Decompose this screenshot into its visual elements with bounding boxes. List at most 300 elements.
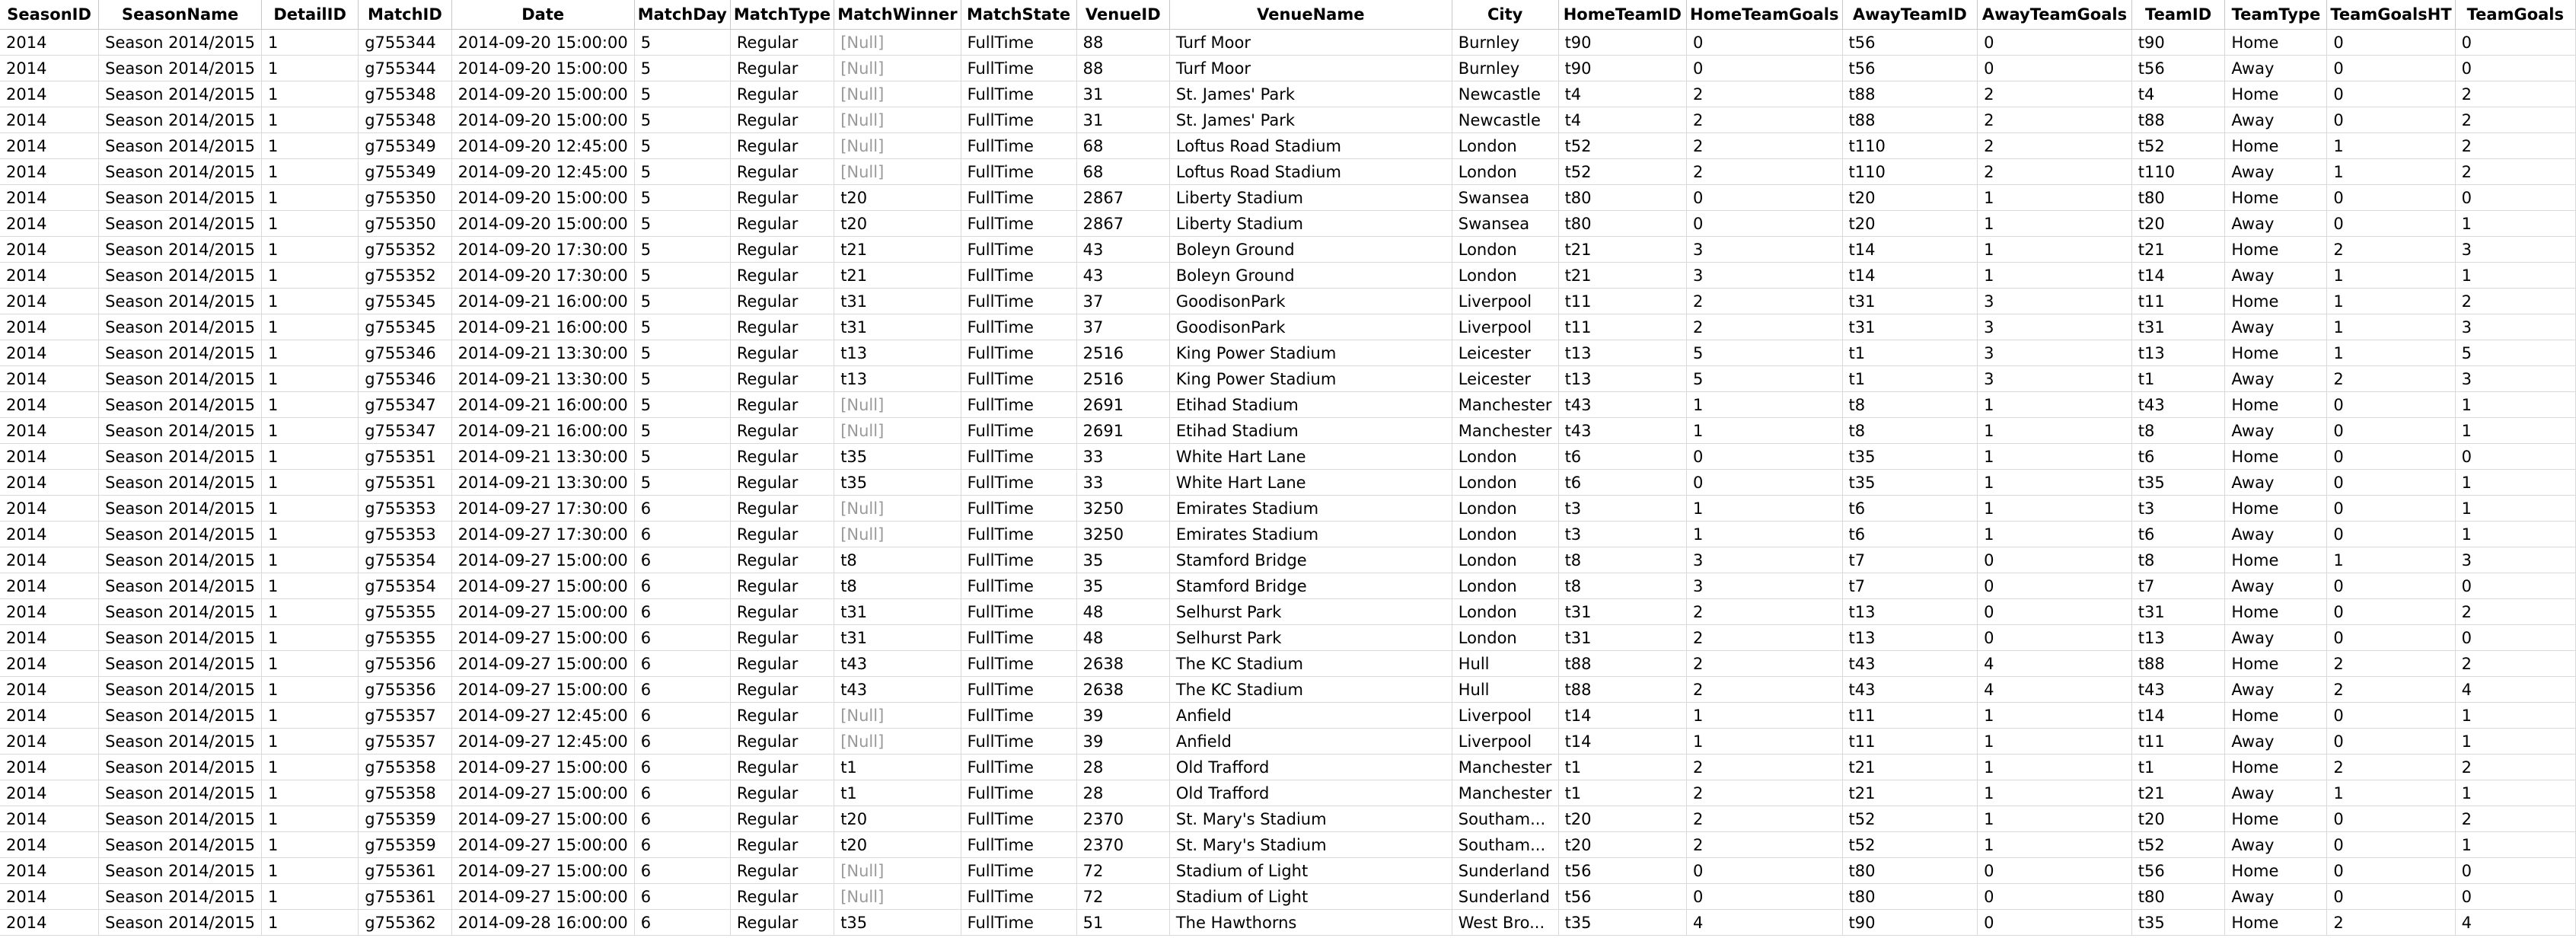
cell-venueid[interactable]: 3250 xyxy=(1076,522,1169,547)
cell-teamgoals[interactable]: 1 xyxy=(2455,780,2575,806)
column-header-teamtype[interactable]: TeamType xyxy=(2225,0,2327,30)
cell-hometeamgoals[interactable]: 2 xyxy=(1687,677,1843,703)
cell-teamtype[interactable]: Away xyxy=(2225,780,2327,806)
cell-teamgoalsht[interactable]: 0 xyxy=(2327,625,2455,651)
cell-date[interactable]: 2014-09-27 15:00:00 xyxy=(451,806,634,832)
cell-awayteamgoals[interactable]: 0 xyxy=(1978,910,2132,936)
cell-awayteamgoals[interactable]: 1 xyxy=(1978,470,2132,496)
cell-teamtype[interactable]: Away xyxy=(2225,418,2327,444)
cell-hometeamgoals[interactable]: 2 xyxy=(1687,159,1843,185)
cell-matchwinner[interactable]: t1 xyxy=(834,755,961,780)
cell-detailid[interactable]: 1 xyxy=(262,30,359,56)
cell-venuename[interactable]: Stadium of Light xyxy=(1169,884,1452,910)
cell-seasonid[interactable]: 2014 xyxy=(0,832,99,858)
cell-matchday[interactable]: 6 xyxy=(634,729,730,755)
cell-awayteamgoals[interactable]: 0 xyxy=(1978,547,2132,573)
cell-teamid[interactable]: t13 xyxy=(2131,340,2225,366)
cell-venueid[interactable]: 37 xyxy=(1076,289,1169,314)
cell-matchtype[interactable]: Regular xyxy=(730,470,834,496)
cell-matchstate[interactable]: FullTime xyxy=(961,910,1076,936)
cell-awayteamgoals[interactable]: 1 xyxy=(1978,729,2132,755)
cell-detailid[interactable]: 1 xyxy=(262,185,359,211)
cell-date[interactable]: 2014-09-20 17:30:00 xyxy=(451,237,634,263)
cell-venuename[interactable]: Stamford Bridge xyxy=(1169,547,1452,573)
cell-awayteamid[interactable]: t6 xyxy=(1842,522,1978,547)
cell-awayteamgoals[interactable]: 0 xyxy=(1978,599,2132,625)
cell-date[interactable]: 2014-09-27 15:00:00 xyxy=(451,547,634,573)
cell-seasonid[interactable]: 2014 xyxy=(0,340,99,366)
cell-matchday[interactable]: 5 xyxy=(634,289,730,314)
cell-awayteamid[interactable]: t80 xyxy=(1842,858,1978,884)
column-header-awayteamgoals[interactable]: AwayTeamGoals xyxy=(1978,0,2132,30)
cell-detailid[interactable]: 1 xyxy=(262,547,359,573)
cell-date[interactable]: 2014-09-27 17:30:00 xyxy=(451,496,634,522)
column-header-matchid[interactable]: MatchID xyxy=(359,0,451,30)
cell-teamid[interactable]: t80 xyxy=(2131,884,2225,910)
cell-venuename[interactable]: Anfield xyxy=(1169,729,1452,755)
cell-teamgoalsht[interactable]: 0 xyxy=(2327,599,2455,625)
table-row[interactable] xyxy=(0,107,2576,133)
cell-teamgoalsht[interactable]: 1 xyxy=(2327,314,2455,340)
cell-matchwinner[interactable]: t20 xyxy=(834,832,961,858)
cell-seasonname[interactable]: Season 2014/2015 xyxy=(99,444,262,470)
cell-matchtype[interactable]: Regular xyxy=(730,289,834,314)
cell-seasonname[interactable]: Season 2014/2015 xyxy=(99,81,262,107)
cell-matchid[interactable]: g755362 xyxy=(359,910,451,936)
cell-matchtype[interactable]: Regular xyxy=(730,780,834,806)
cell-teamgoals[interactable]: 4 xyxy=(2455,910,2575,936)
cell-teamgoalsht[interactable]: 0 xyxy=(2327,107,2455,133)
table-row[interactable] xyxy=(0,340,2576,366)
cell-awayteamid[interactable]: t88 xyxy=(1842,107,1978,133)
cell-matchstate[interactable]: FullTime xyxy=(961,366,1076,392)
cell-city[interactable]: West Bro... xyxy=(1452,910,1558,936)
column-header-matchwinner[interactable]: MatchWinner xyxy=(834,0,961,30)
cell-matchid[interactable]: g755347 xyxy=(359,392,451,418)
cell-matchday[interactable]: 5 xyxy=(634,418,730,444)
cell-hometeamgoals[interactable]: 0 xyxy=(1687,211,1843,237)
cell-matchstate[interactable]: FullTime xyxy=(961,30,1076,56)
cell-teamgoalsht[interactable]: 0 xyxy=(2327,832,2455,858)
cell-hometeamid[interactable]: t6 xyxy=(1558,444,1686,470)
cell-venuename[interactable]: The Hawthorns xyxy=(1169,910,1452,936)
cell-awayteamgoals[interactable]: 1 xyxy=(1978,832,2132,858)
cell-matchday[interactable]: 5 xyxy=(634,470,730,496)
cell-city[interactable]: Southam... xyxy=(1452,806,1558,832)
table-row[interactable] xyxy=(0,159,2576,185)
cell-matchid[interactable]: g755350 xyxy=(359,185,451,211)
cell-venuename[interactable]: Boleyn Ground xyxy=(1169,263,1452,289)
cell-teamtype[interactable]: Home xyxy=(2225,444,2327,470)
cell-teamid[interactable]: t43 xyxy=(2131,677,2225,703)
cell-teamtype[interactable]: Away xyxy=(2225,832,2327,858)
cell-matchtype[interactable]: Regular xyxy=(730,522,834,547)
cell-teamtype[interactable]: Away xyxy=(2225,884,2327,910)
cell-matchwinner[interactable]: t43 xyxy=(834,651,961,677)
cell-matchtype[interactable]: Regular xyxy=(730,185,834,211)
cell-awayteamid[interactable]: t52 xyxy=(1842,806,1978,832)
table-row[interactable] xyxy=(0,677,2576,703)
cell-matchstate[interactable]: FullTime xyxy=(961,470,1076,496)
cell-city[interactable]: Sunderland xyxy=(1452,858,1558,884)
table-row[interactable] xyxy=(0,522,2576,547)
cell-venuename[interactable]: St. James' Park xyxy=(1169,107,1452,133)
cell-teamgoalsht[interactable]: 2 xyxy=(2327,651,2455,677)
cell-matchid[interactable]: g755357 xyxy=(359,703,451,729)
cell-seasonid[interactable]: 2014 xyxy=(0,366,99,392)
cell-hometeamgoals[interactable]: 1 xyxy=(1687,703,1843,729)
cell-hometeamgoals[interactable]: 1 xyxy=(1687,418,1843,444)
table-row[interactable] xyxy=(0,133,2576,159)
cell-teamtype[interactable]: Away xyxy=(2225,314,2327,340)
cell-awayteamid[interactable]: t8 xyxy=(1842,392,1978,418)
cell-matchwinner[interactable]: [Null] xyxy=(834,496,961,522)
cell-awayteamid[interactable]: t56 xyxy=(1842,30,1978,56)
cell-matchid[interactable]: g755346 xyxy=(359,366,451,392)
cell-hometeamgoals[interactable]: 0 xyxy=(1687,185,1843,211)
cell-teamgoals[interactable]: 1 xyxy=(2455,496,2575,522)
cell-matchday[interactable]: 6 xyxy=(634,651,730,677)
cell-seasonname[interactable]: Season 2014/2015 xyxy=(99,780,262,806)
cell-seasonid[interactable]: 2014 xyxy=(0,159,99,185)
cell-date[interactable]: 2014-09-27 15:00:00 xyxy=(451,573,634,599)
cell-matchid[interactable]: g755354 xyxy=(359,573,451,599)
column-header-hometeamid[interactable]: HomeTeamID xyxy=(1558,0,1686,30)
cell-matchid[interactable]: g755357 xyxy=(359,729,451,755)
cell-matchtype[interactable]: Regular xyxy=(730,599,834,625)
cell-matchid[interactable]: g755352 xyxy=(359,237,451,263)
cell-awayteamgoals[interactable]: 2 xyxy=(1978,81,2132,107)
cell-venueid[interactable]: 39 xyxy=(1076,729,1169,755)
cell-matchstate[interactable]: FullTime xyxy=(961,444,1076,470)
cell-seasonid[interactable]: 2014 xyxy=(0,755,99,780)
table-row[interactable] xyxy=(0,81,2576,107)
cell-matchstate[interactable]: FullTime xyxy=(961,832,1076,858)
cell-matchwinner[interactable]: [Null] xyxy=(834,703,961,729)
cell-matchtype[interactable]: Regular xyxy=(730,56,834,81)
cell-detailid[interactable]: 1 xyxy=(262,289,359,314)
cell-teamtype[interactable]: Away xyxy=(2225,729,2327,755)
cell-date[interactable]: 2014-09-21 16:00:00 xyxy=(451,289,634,314)
cell-teamgoalsht[interactable]: 0 xyxy=(2327,470,2455,496)
cell-matchwinner[interactable]: t31 xyxy=(834,599,961,625)
cell-awayteamgoals[interactable]: 1 xyxy=(1978,237,2132,263)
cell-teamgoals[interactable]: 0 xyxy=(2455,625,2575,651)
cell-matchtype[interactable]: Regular xyxy=(730,651,834,677)
cell-venuename[interactable]: Old Trafford xyxy=(1169,755,1452,780)
cell-teamid[interactable]: t21 xyxy=(2131,237,2225,263)
cell-matchtype[interactable]: Regular xyxy=(730,755,834,780)
cell-teamtype[interactable]: Home xyxy=(2225,289,2327,314)
cell-hometeamid[interactable]: t20 xyxy=(1558,832,1686,858)
cell-hometeamgoals[interactable]: 2 xyxy=(1687,599,1843,625)
cell-seasonid[interactable]: 2014 xyxy=(0,418,99,444)
cell-matchwinner[interactable]: [Null] xyxy=(834,418,961,444)
cell-detailid[interactable]: 1 xyxy=(262,340,359,366)
cell-teamid[interactable]: t8 xyxy=(2131,547,2225,573)
cell-date[interactable]: 2014-09-20 15:00:00 xyxy=(451,211,634,237)
cell-venuename[interactable]: Selhurst Park xyxy=(1169,599,1452,625)
cell-teamgoalsht[interactable]: 0 xyxy=(2327,30,2455,56)
cell-venuename[interactable]: Loftus Road Stadium xyxy=(1169,159,1452,185)
cell-date[interactable]: 2014-09-20 17:30:00 xyxy=(451,263,634,289)
cell-matchwinner[interactable]: t21 xyxy=(834,263,961,289)
column-header-teamgoals[interactable]: TeamGoals xyxy=(2455,0,2575,30)
cell-matchday[interactable]: 6 xyxy=(634,496,730,522)
cell-seasonid[interactable]: 2014 xyxy=(0,625,99,651)
cell-matchid[interactable]: g755359 xyxy=(359,806,451,832)
cell-hometeamgoals[interactable]: 1 xyxy=(1687,392,1843,418)
cell-hometeamgoals[interactable]: 0 xyxy=(1687,444,1843,470)
cell-matchwinner[interactable]: t43 xyxy=(834,677,961,703)
cell-awayteamgoals[interactable]: 3 xyxy=(1978,314,2132,340)
table-row[interactable] xyxy=(0,780,2576,806)
cell-city[interactable]: Sunderland xyxy=(1452,884,1558,910)
cell-venueid[interactable]: 35 xyxy=(1076,547,1169,573)
cell-seasonid[interactable]: 2014 xyxy=(0,314,99,340)
cell-detailid[interactable]: 1 xyxy=(262,496,359,522)
cell-awayteamid[interactable]: t88 xyxy=(1842,81,1978,107)
cell-city[interactable]: Hull xyxy=(1452,677,1558,703)
cell-matchstate[interactable]: FullTime xyxy=(961,729,1076,755)
cell-awayteamid[interactable]: t13 xyxy=(1842,625,1978,651)
cell-teamgoals[interactable]: 2 xyxy=(2455,599,2575,625)
cell-venuename[interactable]: Emirates Stadium xyxy=(1169,496,1452,522)
cell-teamgoals[interactable]: 1 xyxy=(2455,211,2575,237)
cell-teamid[interactable]: t43 xyxy=(2131,392,2225,418)
cell-venueid[interactable]: 43 xyxy=(1076,263,1169,289)
cell-seasonname[interactable]: Season 2014/2015 xyxy=(99,133,262,159)
cell-awayteamid[interactable]: t7 xyxy=(1842,573,1978,599)
cell-venueid[interactable]: 37 xyxy=(1076,314,1169,340)
cell-city[interactable]: London xyxy=(1452,470,1558,496)
cell-city[interactable]: Hull xyxy=(1452,651,1558,677)
cell-venueid[interactable]: 33 xyxy=(1076,470,1169,496)
cell-teamid[interactable]: t88 xyxy=(2131,651,2225,677)
cell-teamgoals[interactable]: 2 xyxy=(2455,289,2575,314)
cell-teamtype[interactable]: Away xyxy=(2225,677,2327,703)
cell-teamid[interactable]: t52 xyxy=(2131,832,2225,858)
cell-seasonid[interactable]: 2014 xyxy=(0,263,99,289)
cell-awayteamid[interactable]: t6 xyxy=(1842,496,1978,522)
cell-hometeamgoals[interactable]: 4 xyxy=(1687,910,1843,936)
cell-hometeamgoals[interactable]: 1 xyxy=(1687,729,1843,755)
cell-teamid[interactable]: t21 xyxy=(2131,780,2225,806)
cell-detailid[interactable]: 1 xyxy=(262,470,359,496)
column-header-matchstate[interactable]: MatchState xyxy=(961,0,1076,30)
cell-teamid[interactable]: t80 xyxy=(2131,185,2225,211)
cell-teamtype[interactable]: Home xyxy=(2225,340,2327,366)
cell-matchid[interactable]: g755346 xyxy=(359,340,451,366)
cell-matchid[interactable]: g755361 xyxy=(359,858,451,884)
column-header-city[interactable]: City xyxy=(1452,0,1558,30)
cell-awayteamgoals[interactable]: 2 xyxy=(1978,159,2132,185)
cell-hometeamid[interactable]: t90 xyxy=(1558,30,1686,56)
cell-matchday[interactable]: 6 xyxy=(634,703,730,729)
cell-venueid[interactable]: 88 xyxy=(1076,30,1169,56)
cell-venueid[interactable]: 31 xyxy=(1076,81,1169,107)
cell-matchstate[interactable]: FullTime xyxy=(961,547,1076,573)
cell-teamgoals[interactable]: 1 xyxy=(2455,729,2575,755)
cell-awayteamgoals[interactable]: 0 xyxy=(1978,573,2132,599)
cell-venuename[interactable]: GoodisonPark xyxy=(1169,289,1452,314)
cell-teamtype[interactable]: Home xyxy=(2225,547,2327,573)
cell-date[interactable]: 2014-09-27 15:00:00 xyxy=(451,651,634,677)
cell-teamgoalsht[interactable]: 0 xyxy=(2327,418,2455,444)
cell-seasonname[interactable]: Season 2014/2015 xyxy=(99,677,262,703)
cell-teamid[interactable]: t90 xyxy=(2131,30,2225,56)
cell-matchwinner[interactable]: [Null] xyxy=(834,392,961,418)
cell-date[interactable]: 2014-09-27 17:30:00 xyxy=(451,522,634,547)
cell-matchwinner[interactable]: t13 xyxy=(834,340,961,366)
cell-matchwinner[interactable]: [Null] xyxy=(834,107,961,133)
cell-matchtype[interactable]: Regular xyxy=(730,81,834,107)
cell-city[interactable]: Swansea xyxy=(1452,185,1558,211)
cell-awayteamgoals[interactable]: 3 xyxy=(1978,289,2132,314)
cell-awayteamgoals[interactable]: 1 xyxy=(1978,703,2132,729)
cell-hometeamgoals[interactable]: 0 xyxy=(1687,884,1843,910)
cell-seasonname[interactable]: Season 2014/2015 xyxy=(99,522,262,547)
cell-matchid[interactable]: g755351 xyxy=(359,444,451,470)
cell-detailid[interactable]: 1 xyxy=(262,107,359,133)
cell-matchday[interactable]: 5 xyxy=(634,340,730,366)
cell-city[interactable]: Burnley xyxy=(1452,30,1558,56)
cell-teamgoalsht[interactable]: 1 xyxy=(2327,289,2455,314)
cell-hometeamgoals[interactable]: 0 xyxy=(1687,470,1843,496)
cell-city[interactable]: London xyxy=(1452,625,1558,651)
cell-teamid[interactable]: t11 xyxy=(2131,729,2225,755)
cell-date[interactable]: 2014-09-21 16:00:00 xyxy=(451,418,634,444)
table-row[interactable] xyxy=(0,547,2576,573)
cell-detailid[interactable]: 1 xyxy=(262,806,359,832)
cell-date[interactable]: 2014-09-21 13:30:00 xyxy=(451,366,634,392)
cell-awayteamgoals[interactable]: 1 xyxy=(1978,806,2132,832)
table-row[interactable] xyxy=(0,884,2576,910)
cell-seasonname[interactable]: Season 2014/2015 xyxy=(99,418,262,444)
column-header-hometeamgoals[interactable]: HomeTeamGoals xyxy=(1687,0,1843,30)
cell-awayteamgoals[interactable]: 4 xyxy=(1978,651,2132,677)
cell-venueid[interactable]: 31 xyxy=(1076,107,1169,133)
cell-matchid[interactable]: g755351 xyxy=(359,470,451,496)
cell-matchday[interactable]: 5 xyxy=(634,185,730,211)
cell-teamgoals[interactable]: 1 xyxy=(2455,703,2575,729)
cell-awayteamgoals[interactable]: 1 xyxy=(1978,522,2132,547)
cell-city[interactable]: London xyxy=(1452,547,1558,573)
cell-teamtype[interactable]: Home xyxy=(2225,81,2327,107)
cell-seasonid[interactable]: 2014 xyxy=(0,444,99,470)
cell-hometeamid[interactable]: t14 xyxy=(1558,729,1686,755)
cell-teamgoals[interactable]: 2 xyxy=(2455,651,2575,677)
cell-teamgoals[interactable]: 2 xyxy=(2455,159,2575,185)
cell-awayteamgoals[interactable]: 0 xyxy=(1978,56,2132,81)
cell-teamtype[interactable]: Home xyxy=(2225,703,2327,729)
cell-teamgoals[interactable]: 0 xyxy=(2455,858,2575,884)
cell-seasonid[interactable]: 2014 xyxy=(0,858,99,884)
column-header-awayteamid[interactable]: AwayTeamID xyxy=(1842,0,1978,30)
cell-hometeamid[interactable]: t11 xyxy=(1558,289,1686,314)
cell-seasonname[interactable]: Season 2014/2015 xyxy=(99,547,262,573)
cell-teamgoals[interactable]: 1 xyxy=(2455,832,2575,858)
cell-matchwinner[interactable]: t13 xyxy=(834,366,961,392)
cell-awayteamgoals[interactable]: 1 xyxy=(1978,263,2132,289)
cell-matchid[interactable]: g755350 xyxy=(359,211,451,237)
cell-matchwinner[interactable]: t20 xyxy=(834,185,961,211)
cell-venueid[interactable]: 48 xyxy=(1076,625,1169,651)
table-row[interactable] xyxy=(0,30,2576,56)
cell-teamgoalsht[interactable]: 0 xyxy=(2327,729,2455,755)
cell-matchwinner[interactable]: t35 xyxy=(834,444,961,470)
cell-date[interactable]: 2014-09-27 12:45:00 xyxy=(451,729,634,755)
cell-matchstate[interactable]: FullTime xyxy=(961,703,1076,729)
cell-date[interactable]: 2014-09-27 15:00:00 xyxy=(451,858,634,884)
cell-teamtype[interactable]: Away xyxy=(2225,573,2327,599)
cell-venueid[interactable]: 39 xyxy=(1076,703,1169,729)
cell-teamid[interactable]: t1 xyxy=(2131,755,2225,780)
cell-teamgoalsht[interactable]: 0 xyxy=(2327,81,2455,107)
cell-matchtype[interactable]: Regular xyxy=(730,858,834,884)
cell-teamid[interactable]: t8 xyxy=(2131,418,2225,444)
cell-matchid[interactable]: g755356 xyxy=(359,651,451,677)
cell-seasonid[interactable]: 2014 xyxy=(0,677,99,703)
cell-teamgoalsht[interactable]: 0 xyxy=(2327,858,2455,884)
cell-teamtype[interactable]: Home xyxy=(2225,651,2327,677)
cell-awayteamgoals[interactable]: 0 xyxy=(1978,30,2132,56)
cell-matchid[interactable]: g755344 xyxy=(359,56,451,81)
cell-date[interactable]: 2014-09-27 15:00:00 xyxy=(451,780,634,806)
cell-teamgoalsht[interactable]: 0 xyxy=(2327,444,2455,470)
cell-matchday[interactable]: 5 xyxy=(634,56,730,81)
cell-matchid[interactable]: g755358 xyxy=(359,755,451,780)
cell-hometeamgoals[interactable]: 3 xyxy=(1687,237,1843,263)
cell-venuename[interactable]: Anfield xyxy=(1169,703,1452,729)
cell-seasonname[interactable]: Season 2014/2015 xyxy=(99,366,262,392)
cell-teamid[interactable]: t20 xyxy=(2131,211,2225,237)
cell-detailid[interactable]: 1 xyxy=(262,444,359,470)
cell-seasonid[interactable]: 2014 xyxy=(0,703,99,729)
cell-date[interactable]: 2014-09-21 13:30:00 xyxy=(451,470,634,496)
cell-teamgoalsht[interactable]: 2 xyxy=(2327,910,2455,936)
cell-awayteamid[interactable]: t110 xyxy=(1842,133,1978,159)
cell-matchtype[interactable]: Regular xyxy=(730,729,834,755)
cell-hometeamid[interactable]: t4 xyxy=(1558,107,1686,133)
cell-teamgoals[interactable]: 3 xyxy=(2455,314,2575,340)
cell-hometeamid[interactable]: t4 xyxy=(1558,81,1686,107)
cell-seasonid[interactable]: 2014 xyxy=(0,81,99,107)
cell-detailid[interactable]: 1 xyxy=(262,599,359,625)
cell-matchwinner[interactable]: t8 xyxy=(834,547,961,573)
cell-awayteamid[interactable]: t43 xyxy=(1842,651,1978,677)
cell-city[interactable]: Liverpool xyxy=(1452,289,1558,314)
table-row[interactable] xyxy=(0,755,2576,780)
cell-awayteamid[interactable]: t110 xyxy=(1842,159,1978,185)
cell-teamid[interactable]: t52 xyxy=(2131,133,2225,159)
cell-matchtype[interactable]: Regular xyxy=(730,314,834,340)
cell-venueid[interactable]: 2370 xyxy=(1076,806,1169,832)
cell-venuename[interactable]: The KC Stadium xyxy=(1169,677,1452,703)
cell-seasonname[interactable]: Season 2014/2015 xyxy=(99,237,262,263)
cell-matchwinner[interactable]: t35 xyxy=(834,910,961,936)
cell-teamgoalsht[interactable]: 1 xyxy=(2327,547,2455,573)
cell-matchstate[interactable]: FullTime xyxy=(961,522,1076,547)
cell-seasonname[interactable]: Season 2014/2015 xyxy=(99,470,262,496)
cell-matchday[interactable]: 6 xyxy=(634,599,730,625)
cell-venueid[interactable]: 51 xyxy=(1076,910,1169,936)
cell-teamgoals[interactable]: 0 xyxy=(2455,573,2575,599)
cell-detailid[interactable]: 1 xyxy=(262,677,359,703)
cell-hometeamgoals[interactable]: 1 xyxy=(1687,496,1843,522)
cell-city[interactable]: Burnley xyxy=(1452,56,1558,81)
cell-teamtype[interactable]: Home xyxy=(2225,392,2327,418)
